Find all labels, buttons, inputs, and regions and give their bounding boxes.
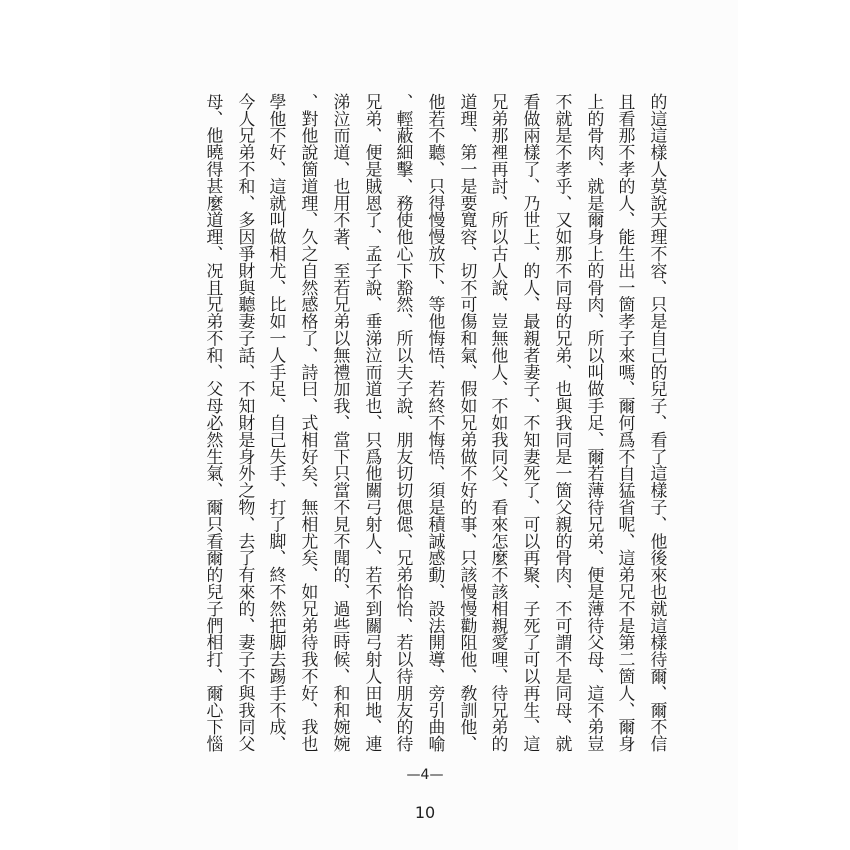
text-column-2: 且看那不孝的人、能生出一箇孝子來嗎、爾何爲不自猛省呢、這弟兄不是第二箇人、爾身 <box>616 93 636 753</box>
text-column-8: 他若不聽、只得慢慢放下、等他悔悟、若終不悔悟、須是積誠感動、設法開導、旁引曲喻 <box>426 93 446 753</box>
text-column-6: 兄弟那裡再討、所以古人說、豈無他人、不如我同父、看來怎麼不該相親愛哩、待兄弟的 <box>489 93 509 753</box>
text-column-11: 涕泣而道、也用不著、至若兄弟以無禮加我、當下只當不見不聞的、過些時候、和和婉婉 <box>331 93 351 753</box>
vertical-text-body <box>197 93 673 758</box>
text-column-4: 不就是不孝乎、又如那不同母的兄弟、也與我同是一箇父親的骨肉、不可謂不是同母、就 <box>553 93 573 753</box>
page-number: 10 <box>414 803 436 822</box>
text-column-1: 的這這樣人莫說天理不容、只是自己的兒子、看了這樣子、他後來也就這樣待爾、爾不信 <box>648 93 668 753</box>
text-column-12: 、對他說箇道理、久之自然感格了、詩曰、式相好矣、無相尤矣、如兄弟待我不好、我也 <box>299 93 319 753</box>
text-column-14: 今人兄弟不和、多因爭財與聽妻子話、不知財是身外之物、去了有來的、妻子不與我同父 <box>236 93 256 753</box>
text-column-7: 道理、第一是要寬容、切不可傷和氣、假如兄弟做不好的事、只該慢慢勸阻他、敎訓他、 <box>458 93 478 753</box>
text-column-15: 母、他曉得甚麼道理、况且兄弟不和、父母必然生氣、爾只看爾的兒子們相打、爾心下惱 <box>204 93 224 753</box>
text-column-9: 、輕蔽細擊、務使他心下豁然、所以夫子說、朋友切切偲偲、兄弟怡怡、若以待朋友的待 <box>394 93 414 753</box>
text-column-10: 兄弟、便是賊恩了、孟子說、垂涕泣而道也、只爲他關弓射人、若不到關弓射人田地、連 <box>363 93 383 753</box>
text-column-5: 看做兩樣了、乃世上、的人、最親者妻子、不知妻死了、可以再聚、子死了可以再生、這 <box>521 93 541 753</box>
folio-marker: —4— <box>406 767 444 783</box>
text-column-13: 學他不好、這就叫做相尤、比如一人手足、自己失手、打了脚、終不然把脚去踢手不成、 <box>267 93 287 753</box>
text-column-3: 上的骨肉、就是爾身上的骨肉、所以叫做手足、爾若薄待兄弟、便是薄待父母、這不弟豈 <box>585 93 605 753</box>
